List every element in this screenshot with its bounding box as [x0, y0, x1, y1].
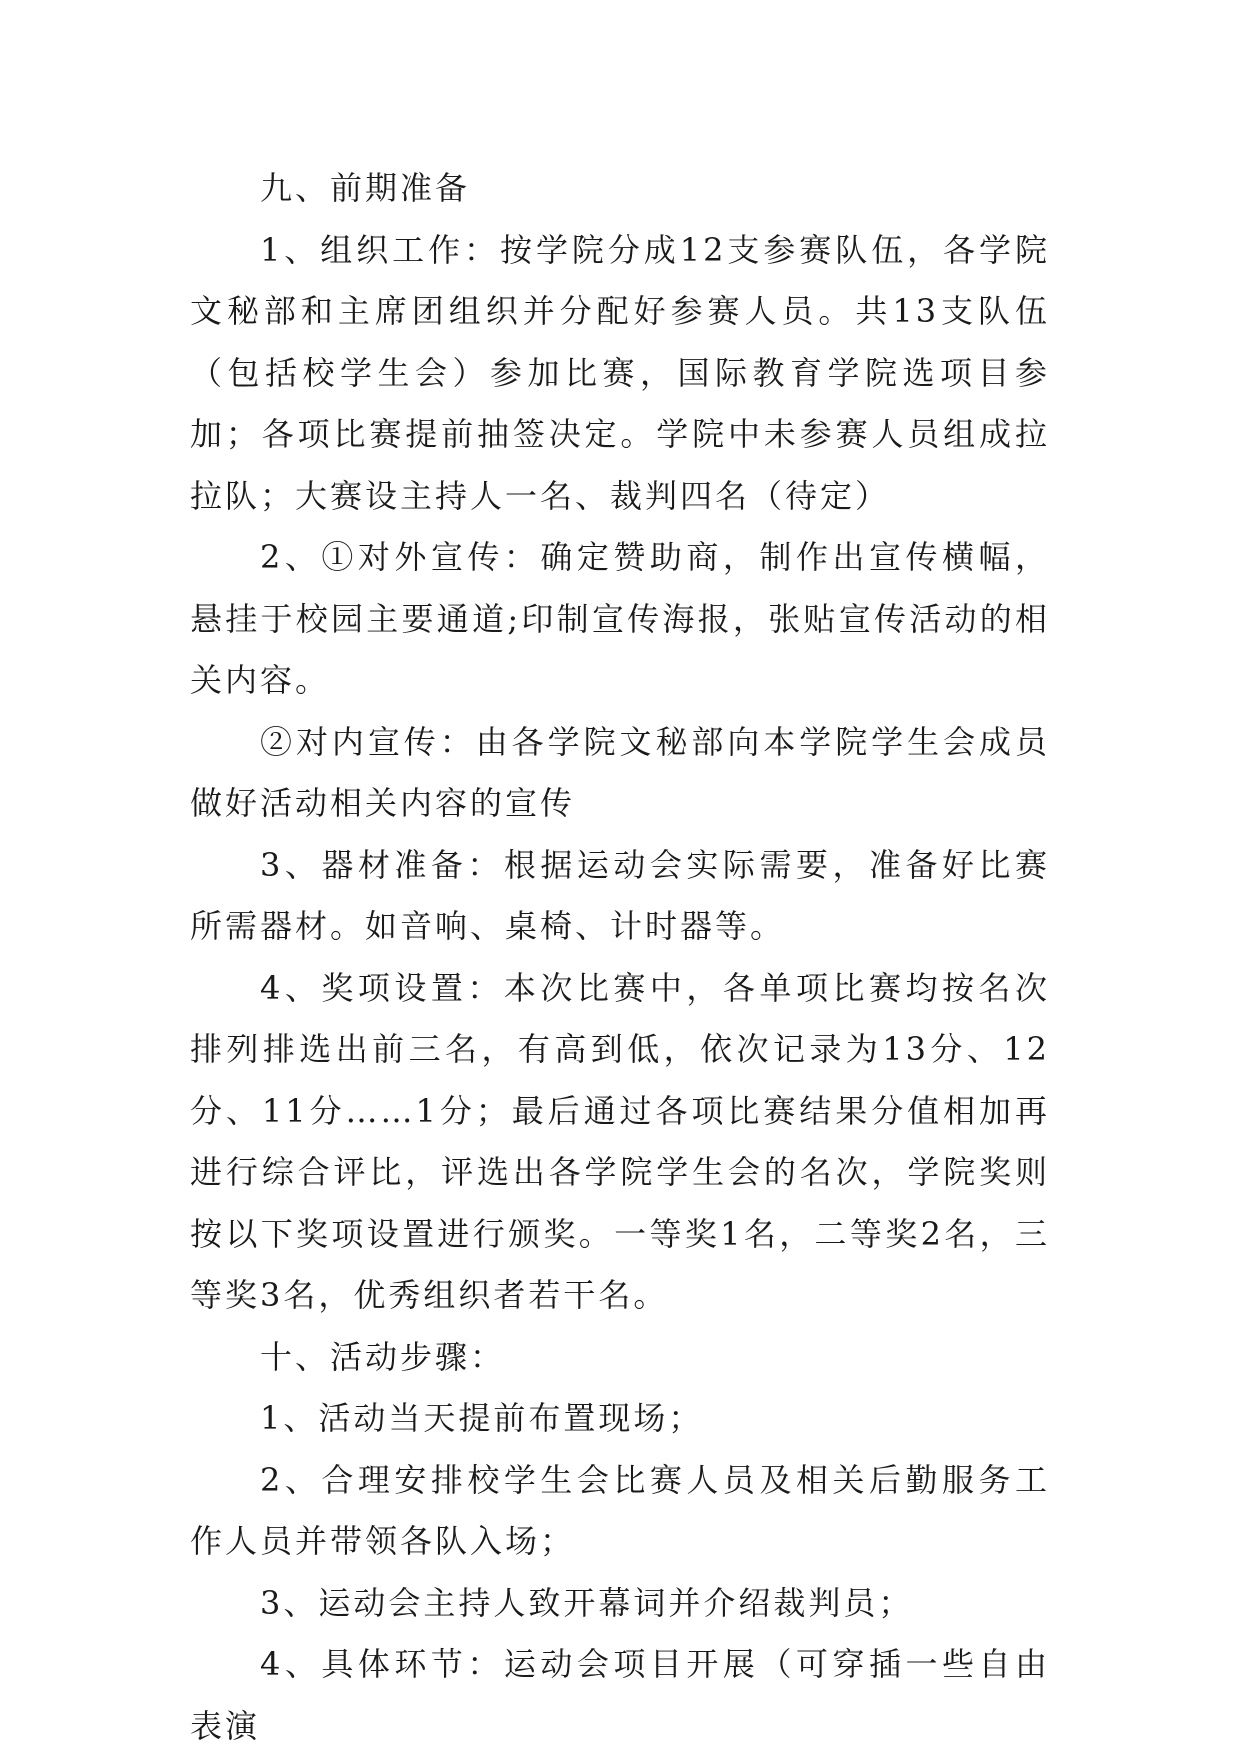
paragraph-step-2: 2、合理安排校学生会比赛人员及相关后勤服务工作人员并带领各队入场；: [190, 1460, 1050, 1560]
section-heading-preparation: 九、前期准备: [260, 169, 471, 207]
paragraph-external-publicity: 2、①对外宣传：确定赞助商，制作出宣传横幅，悬挂于校园主要通道;印制宣传海报，张贴宣传活动的相关内容。: [190, 538, 1050, 699]
paragraph-organization: 1、组织工作：按学院分成12支参赛队伍，各学院文秘部和主席团组织并分配好参赛人员。共13支队伍（包括校学生会）参加比赛，国际教育学院选项目参加；各项比赛提前抽签决定。学院中未参赛人员组成拉拉队；大赛设主持人一名、裁判四名（待定）: [190, 230, 1050, 515]
paragraph-step-3: 3、运动会主持人致开幕词并介绍裁判员；: [260, 1583, 914, 1622]
paragraph-step-1: 1、活动当天提前布置现场；: [260, 1399, 704, 1437]
section-heading-steps: 十、活动步骤：: [260, 1337, 506, 1376]
paragraph-step-4: 4、具体环节：运动会项目开展（可穿插一些自由表演: [190, 1645, 1050, 1745]
paragraph-awards: 4、奖项设置：本次比赛中，各单项比赛均按名次排列排选出前三名，有高到低，依次记录为13分、12分、11分……1分；最后通过各项比赛结果分值相加再进行综合评比，评选出各学院学生会的名次，学院奖则按以下奖项设置进行颁奖。一等奖1名，二等奖2名，三等奖3名，优秀组织者若干名。: [190, 968, 1050, 1314]
document-body: [190, 158, 1050, 1757]
paragraph-internal-publicity: ②对内宣传：由各学院文秘部向本学院学生会成员做好活动相关内容的宣传: [190, 722, 1050, 822]
paragraph-equipment: 3、器材准备：根据运动会实际需要，准备好比赛所需器材。如音响、桌椅、计时器等。: [190, 845, 1050, 945]
